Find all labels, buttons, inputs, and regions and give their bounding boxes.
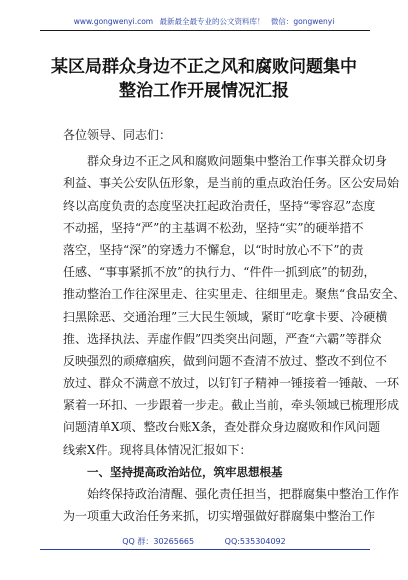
paragraph-line: 紧着一环扣、一步跟着一步走。截止当前，牵头领域已梳理形成 [63,398,400,413]
paragraph-line: 推动整治工作往深里走、往实里走、往细里走。聚焦“食品安全、 [63,287,406,302]
paragraph-line: 任感、“事事紧抓不放”的执行力、“件件一抓到底”的韧劲， [63,265,376,280]
wechat-id: 微信：gongwenyi [270,17,335,26]
document-body [63,124,406,527]
paragraph-line: 落空，坚持“深”的穿透力不懈怠，以“时时放心不下”的责 [63,242,364,257]
paragraph-2 [63,483,400,527]
paragraph-line: 线索X件。现将具体情况汇报如下： [63,442,252,457]
footer-divider [40,549,370,550]
paragraph-line: 推、选择执法、弄虚作假”四类突出问题，严查“六霸”等群众 [63,331,382,346]
paragraph-line: 利益、事关公安队伍形象，是当前的重点政治任务。区公安局始 [63,176,400,191]
qq-number: QQ:535304092 [224,537,286,546]
title-line-2: 整治工作开展情况汇报 [119,81,289,101]
paragraph-line: 始终保持政治清醒、强化责任担当，把群腐集中整治工作作 [87,487,400,501]
paragraph-line: 问题清单X项、整改台账X条，查处群众身边腐败和作风问题 [63,420,381,435]
title-line-1: 某区局群众身边不正之风和腐败问题集中 [51,57,357,77]
paragraph-line: 扫黑除恶、交通治理”三大民生领域，紧盯“吃拿卡要、冷硬横 [63,309,388,324]
salutation: 各位领导、同志们： [63,128,172,142]
paragraph-line: 反映强烈的顽瘴痼疾，做到问题不查清不放过、整改不到位不 [63,353,388,368]
slogan: 最新最全最专业的公文资料库！ [159,17,265,26]
header-banner [0,16,408,27]
document-title [30,55,378,103]
site-link[interactable]: www.gongwenyi.com [73,17,154,26]
paragraph-line: 为一项重大政治任务来抓，切实增强做好群腐集中整治工作 [63,509,376,524]
section-heading: 一、坚持提高政治站位，筑牢思想根基 [87,464,283,479]
paragraph-line: 群众身边不正之风和腐败问题集中整治工作事关群众切身 [87,154,388,169]
paragraph-1 [63,150,406,461]
qq-group: QQ 群：30265665 [122,537,195,546]
paragraph-line: 放过、群众不满意不放过，以钉钉子精神一锤接着一锤敲、一环 [63,376,400,391]
paragraph-line: 终以高度负责的态度坚决扛起政治责任，坚持“零容忍”态度 [63,198,376,213]
header-divider [40,30,370,31]
paragraph-line: 不动摇，坚持“严”的主基调不松劲，坚持“实”的硬举措不 [63,220,364,235]
footer-contact [0,536,408,547]
